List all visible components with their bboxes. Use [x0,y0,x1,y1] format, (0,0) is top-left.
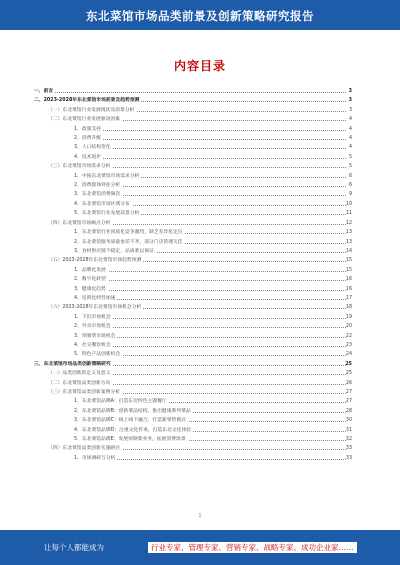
toc-entry-label: 2、数字化转型 [74,275,108,284]
toc-entry[interactable] [34,106,352,115]
toc-entry[interactable] [34,238,352,247]
toc-entry[interactable] [34,444,352,453]
toc-entry-page: 12 [345,220,352,226]
toc-entry-label: （五）2023-2028年东北菜馆市场趋势预测 [48,256,143,265]
toc-entry-page: 5 [348,154,352,160]
toc-entry-label: （一）品类创新的定义及意义 [48,369,112,378]
toc-entry-page: 15 [345,267,352,273]
toc-entry[interactable] [34,341,352,350]
report-title: 东北菜馆市场品类前景及创新策略研究报告 [86,9,314,23]
toc-entry[interactable] [34,134,352,143]
toc-entry-page: 13 [345,230,352,236]
toc-entry-label: 一、前言 [34,87,55,96]
toc-entry-label: 1、品牌化发展 [74,266,108,275]
toc-entry-page: 27 [345,399,352,405]
toc-entry-label: 4、社交餐饮机会 [74,341,113,350]
toc-entry[interactable] [34,322,352,331]
toc-entry[interactable] [34,266,352,275]
toc-entry-page: 28 [345,408,352,414]
toc-entry-label: 2、东北菜馆品牌B：创新菜品结构，推出健康系列菜品 [74,407,193,416]
toc-entry[interactable] [34,294,352,303]
toc-entry[interactable] [34,303,352,312]
toc-entry-label: 2、东北菜馆服务质量参差不齐，部分门店管理欠佳 [74,238,185,247]
toc-entry-page: 30 [345,418,352,424]
toc-entry-page: 33 [345,455,352,461]
toc-entry-page: 16 [345,286,352,292]
toc-entry-page: 10 [345,201,352,207]
toc-entry[interactable] [34,275,352,284]
toc-entry-label: 3、东北菜馆消费频次 [74,190,122,199]
toc-entry-page: 6 [348,183,352,189]
toc-entry[interactable] [34,228,352,237]
toc-entry[interactable] [34,360,352,369]
toc-entry-page: 25 [345,361,352,367]
toc-entry-label: 1、东北菜馆行业同质化竞争激烈，缺乏差异化定位 [74,228,185,237]
toc-entry-page: 3 [348,107,352,113]
toc-entry-label: 3、东北菜馆品牌C：线上线下融合，打造新零售模式 [74,416,188,425]
toc-entry-label: （四）东北菜馆品类创新实施路径 [48,444,122,453]
toc-entry[interactable] [34,87,352,96]
toc-entry[interactable] [34,200,352,209]
toc-entry-page: 9 [348,192,352,198]
toc-entry-label: 4、技术进步 [74,153,103,162]
toc-entry-page: 24 [345,352,352,358]
toc-entry[interactable] [34,247,352,256]
footer-slogan: 让每个人都能成为 [44,543,104,552]
toc-entry-label: 2、消费升级 [74,134,103,143]
toc-entry[interactable] [34,219,352,228]
toc-entry-label: 二、2023-2028年东北菜馆市场前景及趋势预测 [34,96,141,105]
toc-entry-page: 22 [345,333,352,339]
toc-entry-label: （六）2023-2028年东北菜馆市场机会分析 [48,303,143,312]
toc-entry[interactable] [34,454,352,463]
page-number: 1 [198,513,202,519]
toc-entry[interactable] [34,285,352,294]
toc-entry[interactable] [34,388,352,397]
toc-entry-label: 1、中国东北菜馆市场需求分析 [74,172,141,181]
toc-entry[interactable] [34,332,352,341]
toc-entry-label: 2、外卖市场机会 [74,322,113,331]
toc-entry-label: 1、政策支持 [74,125,103,134]
toc-entry[interactable] [34,435,352,444]
toc-entry-page: 6 [348,173,352,179]
toc-entry-page: 16 [345,277,352,283]
toc-entry-label: （二）东北菜馆行业发展驱动因素 [48,115,122,124]
dot-leader [74,346,346,347]
toc-entry[interactable] [34,125,352,134]
footer-roles: 行业专家、管理专家、营销专家、战略专家、成功企业家…… [148,542,357,553]
dot-leader [74,139,346,140]
toc-entry-label: 2、消费群体特征分析 [74,181,122,190]
toc-entry-label: 3、健康化趋势 [74,285,108,294]
toc-entry[interactable] [34,162,352,171]
toc-entry-label: 4、东北菜馆市场区域分布 [74,200,132,209]
toc-entry[interactable] [34,190,352,199]
toc-entry[interactable] [34,256,352,265]
toc-entry-page: 18 [345,305,352,311]
toc-entry-page: 23 [345,342,352,348]
toc-entry-page: 25 [345,371,352,377]
toc-entry-label: （一）东北菜馆行业发展现状及前景分析 [48,106,136,115]
dot-leader [74,148,346,149]
toc-entry-label: 1、东北菜馆品牌A：打造东北特色主题餐厅 [74,397,169,406]
toc-entry[interactable] [34,407,352,416]
toc-entry[interactable] [34,172,352,181]
toc-entry-label: 1、下沉市场机会 [74,313,113,322]
toc-entry-label: （三）东北菜馆品类创新案例分析 [48,388,122,397]
toc-entry-label: 5、特色产品创新机会 [74,350,122,359]
toc-entry[interactable] [34,350,352,359]
dot-leader [74,290,346,291]
toc-entry-page: 4 [348,126,352,132]
toc-heading: 内容目录 [173,59,226,73]
toc-entry-label: （二）东北菜馆品类创新方向 [48,379,112,388]
toc-entry[interactable] [34,143,352,152]
toc-entry-label: 3、食材供应链不稳定，品质难以保证 [74,247,156,256]
toc-entry-page: 15 [345,258,352,264]
toc-entry-page: 5 [348,164,352,170]
dot-leader [74,158,346,159]
toc-entry-page: 32 [345,437,352,443]
table-of-contents [34,87,352,463]
toc-entry[interactable] [34,96,352,105]
toc-entry-page: 3 [348,98,352,104]
toc-entry[interactable] [34,115,352,124]
toc-entry-label: 三、东北菜馆市场品类创新策略研究 [34,360,113,369]
dot-leader [74,271,346,272]
toc-entry[interactable] [34,181,352,190]
dot-leader [74,318,346,319]
toc-entry[interactable] [34,426,352,435]
toc-entry-page: 4 [348,145,352,151]
toc-entry-label: （三）东北菜馆市场需求分析 [48,162,112,171]
toc-entry-page: 19 [345,314,352,320]
toc-entry-label: 3、人口结构变化 [74,143,113,152]
toc-entry-label: 1、市场调研与分析 [74,454,117,463]
toc-entry-label: （四）东北菜馆市场痛点分析 [48,219,112,228]
header-bar [0,0,400,30]
toc-entry-page: 31 [345,427,352,433]
toc-entry[interactable] [34,416,352,425]
toc-entry-page: 4 [348,136,352,142]
toc-entry-label: 5、东北菜馆品牌E：发展预制菜业务，拓展消费场景 [74,435,188,444]
toc-entry-page: 17 [345,295,352,301]
toc-entry-page: 33 [345,446,352,452]
toc-entry[interactable] [34,313,352,322]
dot-leader [74,327,346,328]
toc-entry[interactable] [34,397,352,406]
toc-entry-page: 27 [345,390,352,395]
toc-entry-label: 4、东北菜馆品牌D：注重文化传承，打造东北文化体验 [74,426,193,435]
toc-entry[interactable] [34,369,352,378]
toc-entry-page: 14 [345,248,352,254]
dot-leader [34,92,346,93]
toc-entry-page: 26 [345,380,352,386]
toc-entry-label: 3、预制菜市场机会 [74,332,117,341]
toc-entry-page: 3 [348,89,352,94]
dot-leader [74,130,346,131]
toc-entry-page: 13 [345,239,352,245]
toc-entry[interactable] [34,209,352,218]
dot-leader [74,280,346,281]
toc-entry-page: 11 [345,211,352,217]
toc-entry-label: 4、连锁化经营加速 [74,294,117,303]
toc-entry-page: 20 [345,324,352,330]
footer-bar [0,530,400,565]
toc-entry-label: 5、东北菜馆行业发展前景分析 [74,209,141,218]
toc-entry[interactable] [34,379,352,388]
toc-entry[interactable] [34,153,352,162]
toc-entry-page: 4 [348,117,352,123]
